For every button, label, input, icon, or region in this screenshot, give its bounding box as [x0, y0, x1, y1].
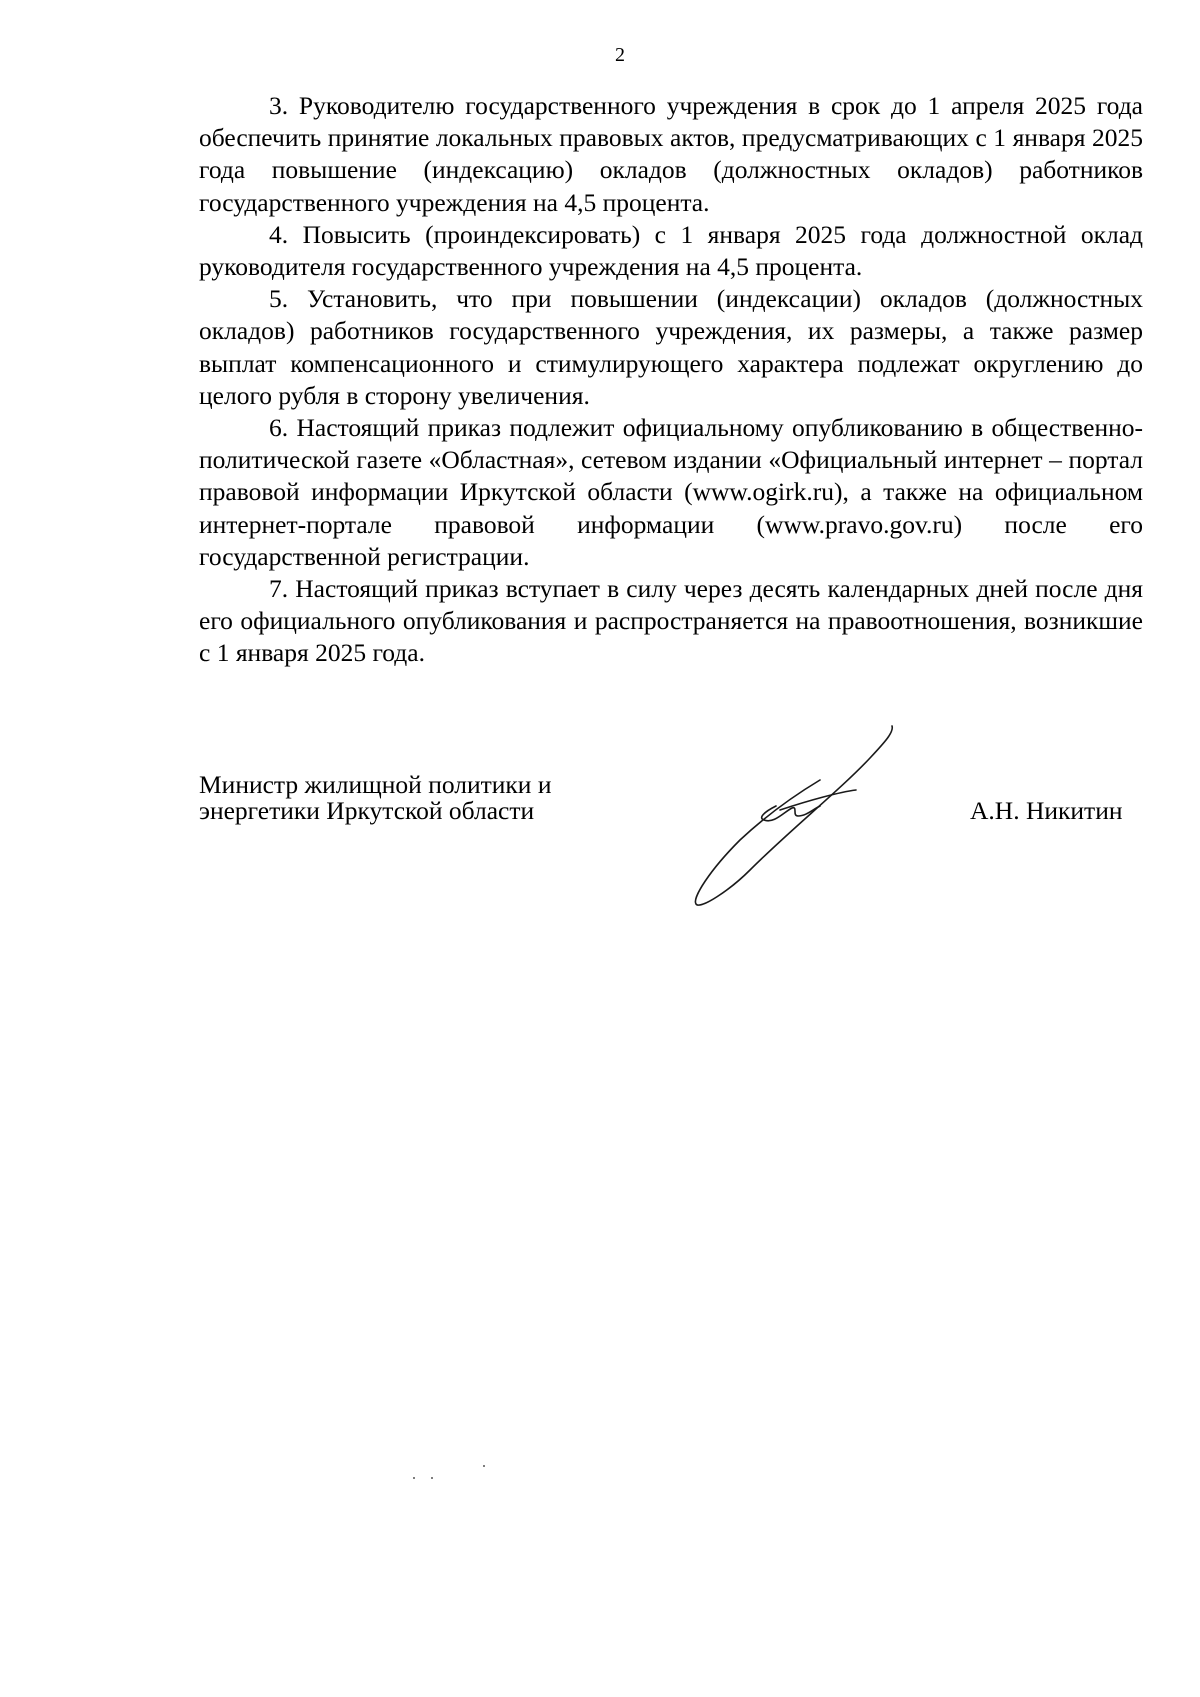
- signer-position: [199, 772, 551, 824]
- paragraph-4: 4. Повысить (проиндексировать) с 1 января 2025 года должностной оклад руководителя государственного учреждения на 4,5 процента.: [199, 219, 1143, 282]
- signer-name: А.Н. Никитин: [970, 796, 1123, 825]
- page-number: 2: [615, 44, 625, 66]
- scan-speck: [431, 1477, 433, 1479]
- signer-position-line-1: Министр жилищной политики и: [199, 770, 552, 799]
- paragraph-5: 5. Установить, что при повышении (индексации) окладов (должностных окладов) работников государственного учреждения, их размеры, а также размер выплат компенсационного и стимулирующего характера подлежат округлению до целого рубля в сторону увеличения.: [199, 284, 1143, 410]
- scan-speck: [413, 1477, 415, 1479]
- paragraph-7: 7. Настоящий приказ вступает в силу через десять календарных дней после дня его официального опубликования и распространяется на правоотношения, возникшие с 1 января 2025 года.: [199, 574, 1143, 668]
- paragraph-3: 3. Руководителю государственного учреждения в срок до 1 апреля 2025 года обеспечить принятие локальных правовых актов, предусматривающих с 1 января 2025 года повышение (индексацию) окладов (должностных окладов) работников государственного учреждения на 4,5 процента.: [199, 91, 1143, 217]
- scan-speck: [483, 1465, 485, 1467]
- handwritten-signature: [680, 720, 910, 910]
- signer-position-line-2: энергетики Иркутской области: [199, 796, 535, 825]
- paragraph-6: 6. Настоящий приказ подлежит официальному опубликованию в общественно-политической газете «Областная», сетевом издании «Официальный интернет – портал правовой информации Иркутской области (www.ogirk.ru), а также на официальном интернет-портале правовой информации (www.pravo.gov.ru) после его государственной регистрации.: [199, 413, 1143, 571]
- document-body: [199, 90, 1143, 670]
